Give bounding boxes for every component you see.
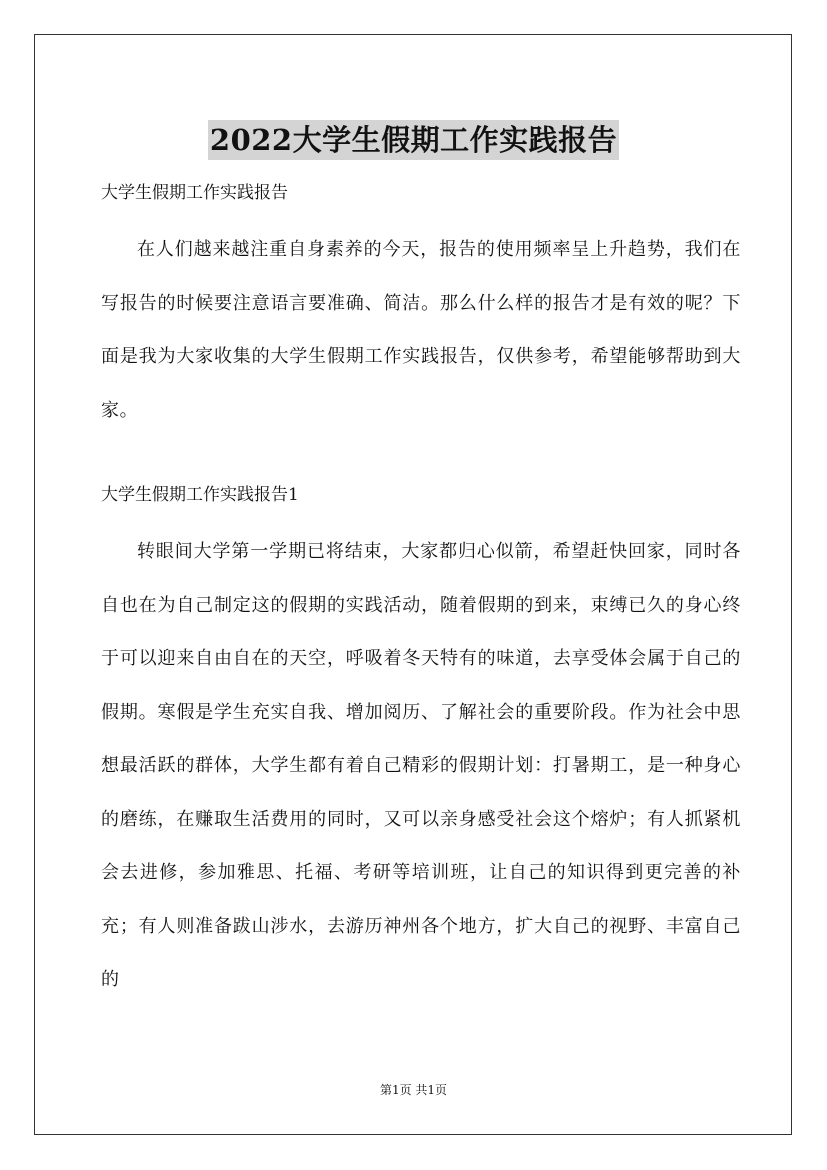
document-subtitle: 大学生假期工作实践报告: [101, 183, 288, 203]
page-footer: 第1页 共1页: [379, 1083, 448, 1097]
intro-paragraph: 在人们越来越注重自身素养的今天，报告的使用频率呈上升趋势，我们在写报告的时候要注意语言要准确、简洁。那么什么样的报告才是有效的呢？下面是我为大家收集的大学生假期工作实践报告，仅供参考，希望能够帮助到大家。: [101, 239, 741, 421]
title-container: [0, 101, 827, 180]
paragraph-spacer: [101, 437, 741, 477]
document-body: [101, 175, 741, 1007]
section-paragraph: 转眼间大学第一学期已将结束，大家都归心似箭，希望赶快回家，同时各自也在为自己制定这的假期的实践活动，随着假期的到来，束缚已久的身心终于可以迎来自由自在的天空，呼吸着冬天特有的味道，去享受体会属于自己的假期。寒假是学生充实自我、增加阅历、了解社会的重要阶段。作为社会中思想最活跃的群体，大学生都有着自己精彩的假期计划：打暑期工，是一种身心的磨练，在赚取生活费用的同时，又可以亲身感受社会这个熔炉；有人抓紧机会去进修，参加雅思、托福、考研等培训班，让自己的知识得到更完善的补充；有人则准备跋山涉水，去游历神州各个地方，扩大自己的视野、丰富自己的: [101, 541, 741, 990]
section-heading: 大学生假期工作实践报告1: [101, 485, 299, 505]
document-title: 2022大学生假期工作实践报告: [208, 120, 619, 160]
